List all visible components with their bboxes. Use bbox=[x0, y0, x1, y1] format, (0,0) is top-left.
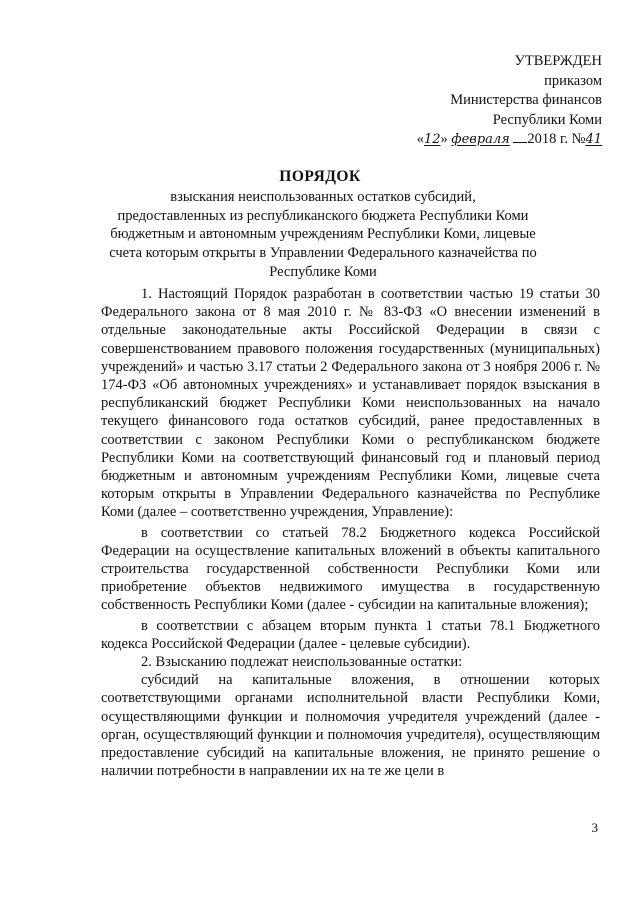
approval-date-line bbox=[417, 130, 602, 150]
document-subtitle bbox=[98, 188, 548, 282]
subtitle-line: взыскания неиспользованных остатков субсидий, bbox=[170, 189, 476, 205]
subtitle-line: Республике Коми bbox=[269, 263, 377, 280]
underline-gap bbox=[513, 130, 527, 143]
document-title: ПОРЯДОК bbox=[279, 168, 361, 185]
paragraph-capital-investments: в соответствии со статьей 78.2 Бюджетного кодекса Российской Федерации на осуществление капитальных вложений в объекты капитального строительства государственной собственности Республики Коми или приобретение объектов недвижимого имущества в государственную собственность Республики Коми (далее - субсидии на капитальные вложения); bbox=[101, 524, 600, 614]
subtitle-line: предоставленных из республиканского бюджета Республики Коми bbox=[117, 207, 529, 224]
paragraph-2: 2. Взысканию подлежат неиспользованные остатки: bbox=[141, 654, 463, 671]
approval-republic: Республики Коми bbox=[492, 111, 602, 128]
date-close-quote: » bbox=[440, 131, 448, 147]
approval-ministry: Министерства финансов bbox=[450, 92, 602, 108]
paragraph-1: 1. Настоящий Порядок разработан в соответствии частью 19 статьи 30 Федерального закона от 8 мая 2010 г. № 83-ФЗ «О внесении изменений в отдельные законодательные акты Российской Федерации в связи с совершенствованием правового положения государственных (муниципальных) учреждений» и частью 3.17 статьи 2 Федерального закона от 3 ноября 2006 г. № 174-ФЗ «Об автономных учреждениях» и устанавливает порядок взыскания в республиканский бюджет Республики Коми неиспользованных на начало текущего финансового года остатков субсидий, ранее предоставленных в соответствии с законом Республики Коми о республиканском бюджете Республики Коми на соответствующий финансовый год и плановый период бюджетным и автономным учреждениям Республики Коми, лицевые счета которым открыты в Управлении Федерального казначейства по Республике Коми (далее – соответственно учреждения, Управление): bbox=[101, 286, 600, 521]
handwritten-day: 12 bbox=[423, 132, 441, 147]
approval-block bbox=[417, 52, 602, 150]
page-number: 3 bbox=[591, 820, 598, 835]
subtitle-line: бюджетным и автономным учреждениям Республики Коми, лицевые bbox=[110, 226, 536, 243]
handwritten-month: февраля bbox=[451, 132, 510, 147]
date-year-text: 2018 г. № bbox=[527, 131, 586, 147]
approval-by-order: приказом bbox=[544, 72, 602, 89]
paragraph-targeted-subsidies: в соответствии с абзацем вторым пункта 1 статьи 78.1 Бюджетного кодекса Российской Федерации (далее - целевые субсидии). bbox=[101, 617, 600, 652]
handwritten-order-number: 41 bbox=[585, 132, 602, 147]
subtitle-line: счета которым открыты в Управлении Федерального казначейства по bbox=[109, 245, 537, 262]
date-open-quote: « bbox=[416, 131, 424, 147]
approval-approved: УТВЕРЖДЕН bbox=[514, 53, 602, 69]
paragraph-subsidies-list: субсидий на капитальные вложения, в отношении которых соответствующими органами исполнительной власти Республики Коми, осуществляющими функции и полномочия учредителя учреждений (далее - орган, осуществляющий функции и полномочия учредителя), осуществляющим предоставление субсидий на капитальные вложения, не принято решение о наличии потребности в направлении их на те же цели в bbox=[101, 672, 600, 780]
document-body bbox=[101, 285, 600, 780]
